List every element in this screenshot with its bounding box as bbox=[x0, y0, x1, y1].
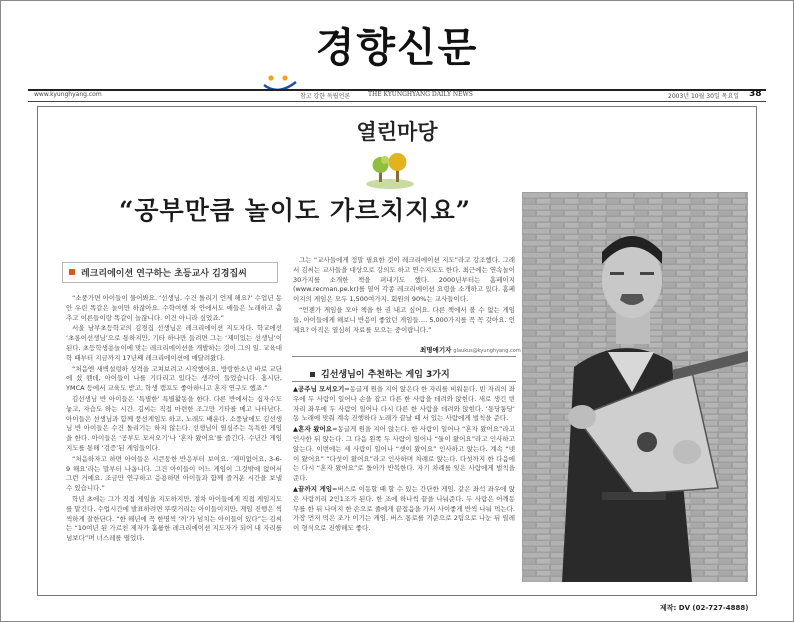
headline: “공부만큼 놀이도 가르치지요” bbox=[119, 196, 471, 225]
site-url[interactable]: www.kyunghyang.com bbox=[34, 91, 102, 98]
subhead-marker-icon bbox=[69, 269, 75, 275]
masthead-title: 경향신문 bbox=[315, 25, 479, 71]
paragraph: 김선생님 반 아이들은 ‘특별한’ 특별활동을 한다. 다른 반에서는 십자수도 놓고, 자습도 하는 시간. 김씨는 직접 마련한 조그만 기타를 메고 나타난다. 아이들은 선생님과 함께 풍선게임도 하고, 노래도 배운다. 소풍날에도 김선생님 반 아이들은 수건 돌리기는 하지 않는다. 선생님이 열심주는 독특한 게임을 한다. 아이들은 ‘공부도 모서오기’나 ‘혼자 왔어요’를 즐긴다. 수년간 게임지도를 통해 ‘검증’된 게임들이다. bbox=[66, 394, 282, 452]
paragraph: 서울 남부초등학교의 김경집 선생님은 레크리에이션 지도자다. 학교에선 ‘초롱이선생님’으로 통하지만, 기타 하나만 들려면 그는 ‘재미있는 선생님’이 된다. 초등학생용놀이에 맞는 레크리에이션을 개발하는 것이 그의 일. 교육대학 때부터 지금까지 17년째 레크리에이션에 매달려왔다. bbox=[66, 324, 282, 362]
paragraph: “소풍가면 아이들이 물어봐요. ‘선생님, 수건 돌리기 언제 해요?’ 수업년 동안 우린 똑같은 놀이만 하잖아요. 수학여행 차 안에서도 애들은 노래하고 춤추고 이른들이랑 똑같이 놀잖니다. 이건 아니라 싶었죠.” bbox=[66, 294, 282, 322]
subhead-text: 레크리에이션 연구하는 초등교사 김경집씨 bbox=[81, 269, 247, 279]
section-title: 열린마당 bbox=[356, 119, 438, 144]
paragraph: “처음엔 새벽설렁하 성격을 고쳐보려고 시작했어요. 방랑한소년 바로 교단에 섰 뗀데, 아이들이 나를 기다리고 있다는 생각이 들었습니다. 홍시단, YMCA 등에서 교육도 받고, 학생 캠프도 좋아하니고 혼자 연구도 했죠.” bbox=[66, 364, 282, 393]
game-description: =동글게 원을 지어 앉은다 한 자리를 비워둔다. 빈 자리의 좌우에 두 사람이 일어나 손을 잡고 다른 한 사람을 데려와 앉힌다. 새로 생긴 빈자리 좌우에 두 사람이 일어나 다시 다른 한 사람을 데려와 앉힌다. ‘통당퉁당’ 동 노래에 맞춰 계속 진행하다 노래가 끝날 때 서 있는 사람에게 벌칙을 준다. bbox=[293, 385, 515, 423]
byline-email[interactable]: glaukus@kyunghyang.com bbox=[453, 348, 521, 354]
teacher-guitar-photo bbox=[522, 192, 748, 582]
production-credit: 제작: DV (02-727-4888) bbox=[660, 604, 749, 612]
tree-icon bbox=[363, 150, 418, 190]
game-description: =버스로 이동할 때 할 수 있는 간단한 게임. 같은 좌석 좌우에 앉은 사람끼리 2인1조가 된다. 한 조에 하나씩 끝을 나눠준다. 두 사람은 어깨동무를 한 뒤 나머지 한 손으로 줄에게 끝접음을 가서 사이좋게 반씩 나눠 먹는다. 가장 먼저 먹은 조가 이기는 게임. 버스 통로를 기준으로 2팀으로 나눈 뒤 릴레이 형식으로 진행해도 좋다. bbox=[293, 484, 515, 533]
game-list bbox=[293, 385, 515, 585]
game-name: ▲공주님 모셔오기 bbox=[293, 385, 345, 393]
game-description: =동글게 원을 지어 앉는다. 한 사람이 일어나 “혼자 왔어요”라고 인사한 뒤 앉는다. 그 다음 왼쪽 두 사람이 일어나 “둘이 왔어요”라고 인사하고 앉는다. 이번에는 세 사람이 일어나 “셋이 왔어요” 인사하고 앉는다. 계속 “넷이 왔어요” “다섯이 왔어요”라고 인사하며 차례로 앉는다. 다섯까지 한 다음에는 다시 “혼자 왔어요”로 돌아가 반복한다. 자기 차례를 잊은 사람에게 벌칙을 준다. bbox=[293, 425, 515, 483]
article-column-1 bbox=[66, 294, 282, 586]
game-item bbox=[293, 385, 515, 424]
byline-name: 최명애기자 bbox=[420, 346, 452, 354]
sidebar-bottom-rule bbox=[292, 381, 516, 382]
paragraph: “처음하자고 하면 아이들은 시큰둥한 반응부터 보여요. ‘재미없어요, 3-6-9 해요’라는 말부터 나옵니다. 그건 아이들이 어느 게임이 그것밖에 없어서 그런 거예요. 조금만 연구하고 응용하면 아이들과 함께 즐거운 시간을 보낼 수 있습니다.” bbox=[66, 454, 282, 493]
byline bbox=[420, 345, 521, 354]
subhead-box bbox=[62, 262, 278, 283]
dateline: 2003년 10월 30일 목요일 bbox=[668, 93, 740, 100]
page-number: 38 bbox=[749, 89, 762, 99]
sidebar-title: 김선생님이 추천하는 게임 3가지 bbox=[292, 367, 516, 380]
masthead bbox=[0, 0, 794, 100]
game-item bbox=[293, 425, 515, 484]
paragraph: 그는 “교사들에게 정말 필요한 것이 레크리에이션 지도”라고 강조했다. 그래서 김씨는 교사들을 대상으로 강의도 하고 연수지도도 한다. 최근에는 연속놀이 30가지를 소개한 책을 펴내기도 했다. 2000년부터는 홈페이지(www.recman.pe.kr)를 열어 각종 레크리에이션 요령을 소개하고 있다. 홈페이지의 게임은 모두 1,500여가지. 회원의 90%는 교사들이다. bbox=[293, 256, 515, 304]
paper-name: THE KYUNGHYANG DAILY NEWS bbox=[368, 91, 473, 98]
article-column-2 bbox=[293, 256, 515, 336]
game-name: ▲끝까지 게임 bbox=[293, 484, 333, 493]
game-name: ▲혼자 왔어요 bbox=[293, 425, 333, 434]
game-item bbox=[293, 485, 515, 534]
sidebar-top-rule bbox=[292, 356, 516, 357]
slogan: 참고 강한 독립언론 bbox=[300, 93, 351, 100]
paragraph: 학년 초에는 그가 직접 게임을 지도하지만, 점차 아이들에게 직접 게임지도를 맡긴다. 수업시간에 발표하려면 뚜렷거리는 아이들이지만, 게임 진행은 씩씩하게 잘한단다. “한 해년에 꼭 한명씩 ‘끼’가 넘치는 아이들이 있다”는 김씨는 “10여년 된 가르친 제자가 훌륭한 레크리에이션 지도자가 되어 내 자리를 넘보다”며 너스레를 떨었다. bbox=[66, 494, 282, 543]
masthead-bottom-rule bbox=[28, 101, 766, 102]
paragraph: “언젠가 게임을 모아 책을 한 권 내고 싶어요. 다른 책에서 볼 수 없는 게임들, 아이들에게 해보니 반응이 좋았던 게임들…. 5,000가지를 꼭 꼭 갖아요. 언제요? 아직은 열심히 자료를 모으는 중이랍니다.” bbox=[293, 305, 515, 334]
